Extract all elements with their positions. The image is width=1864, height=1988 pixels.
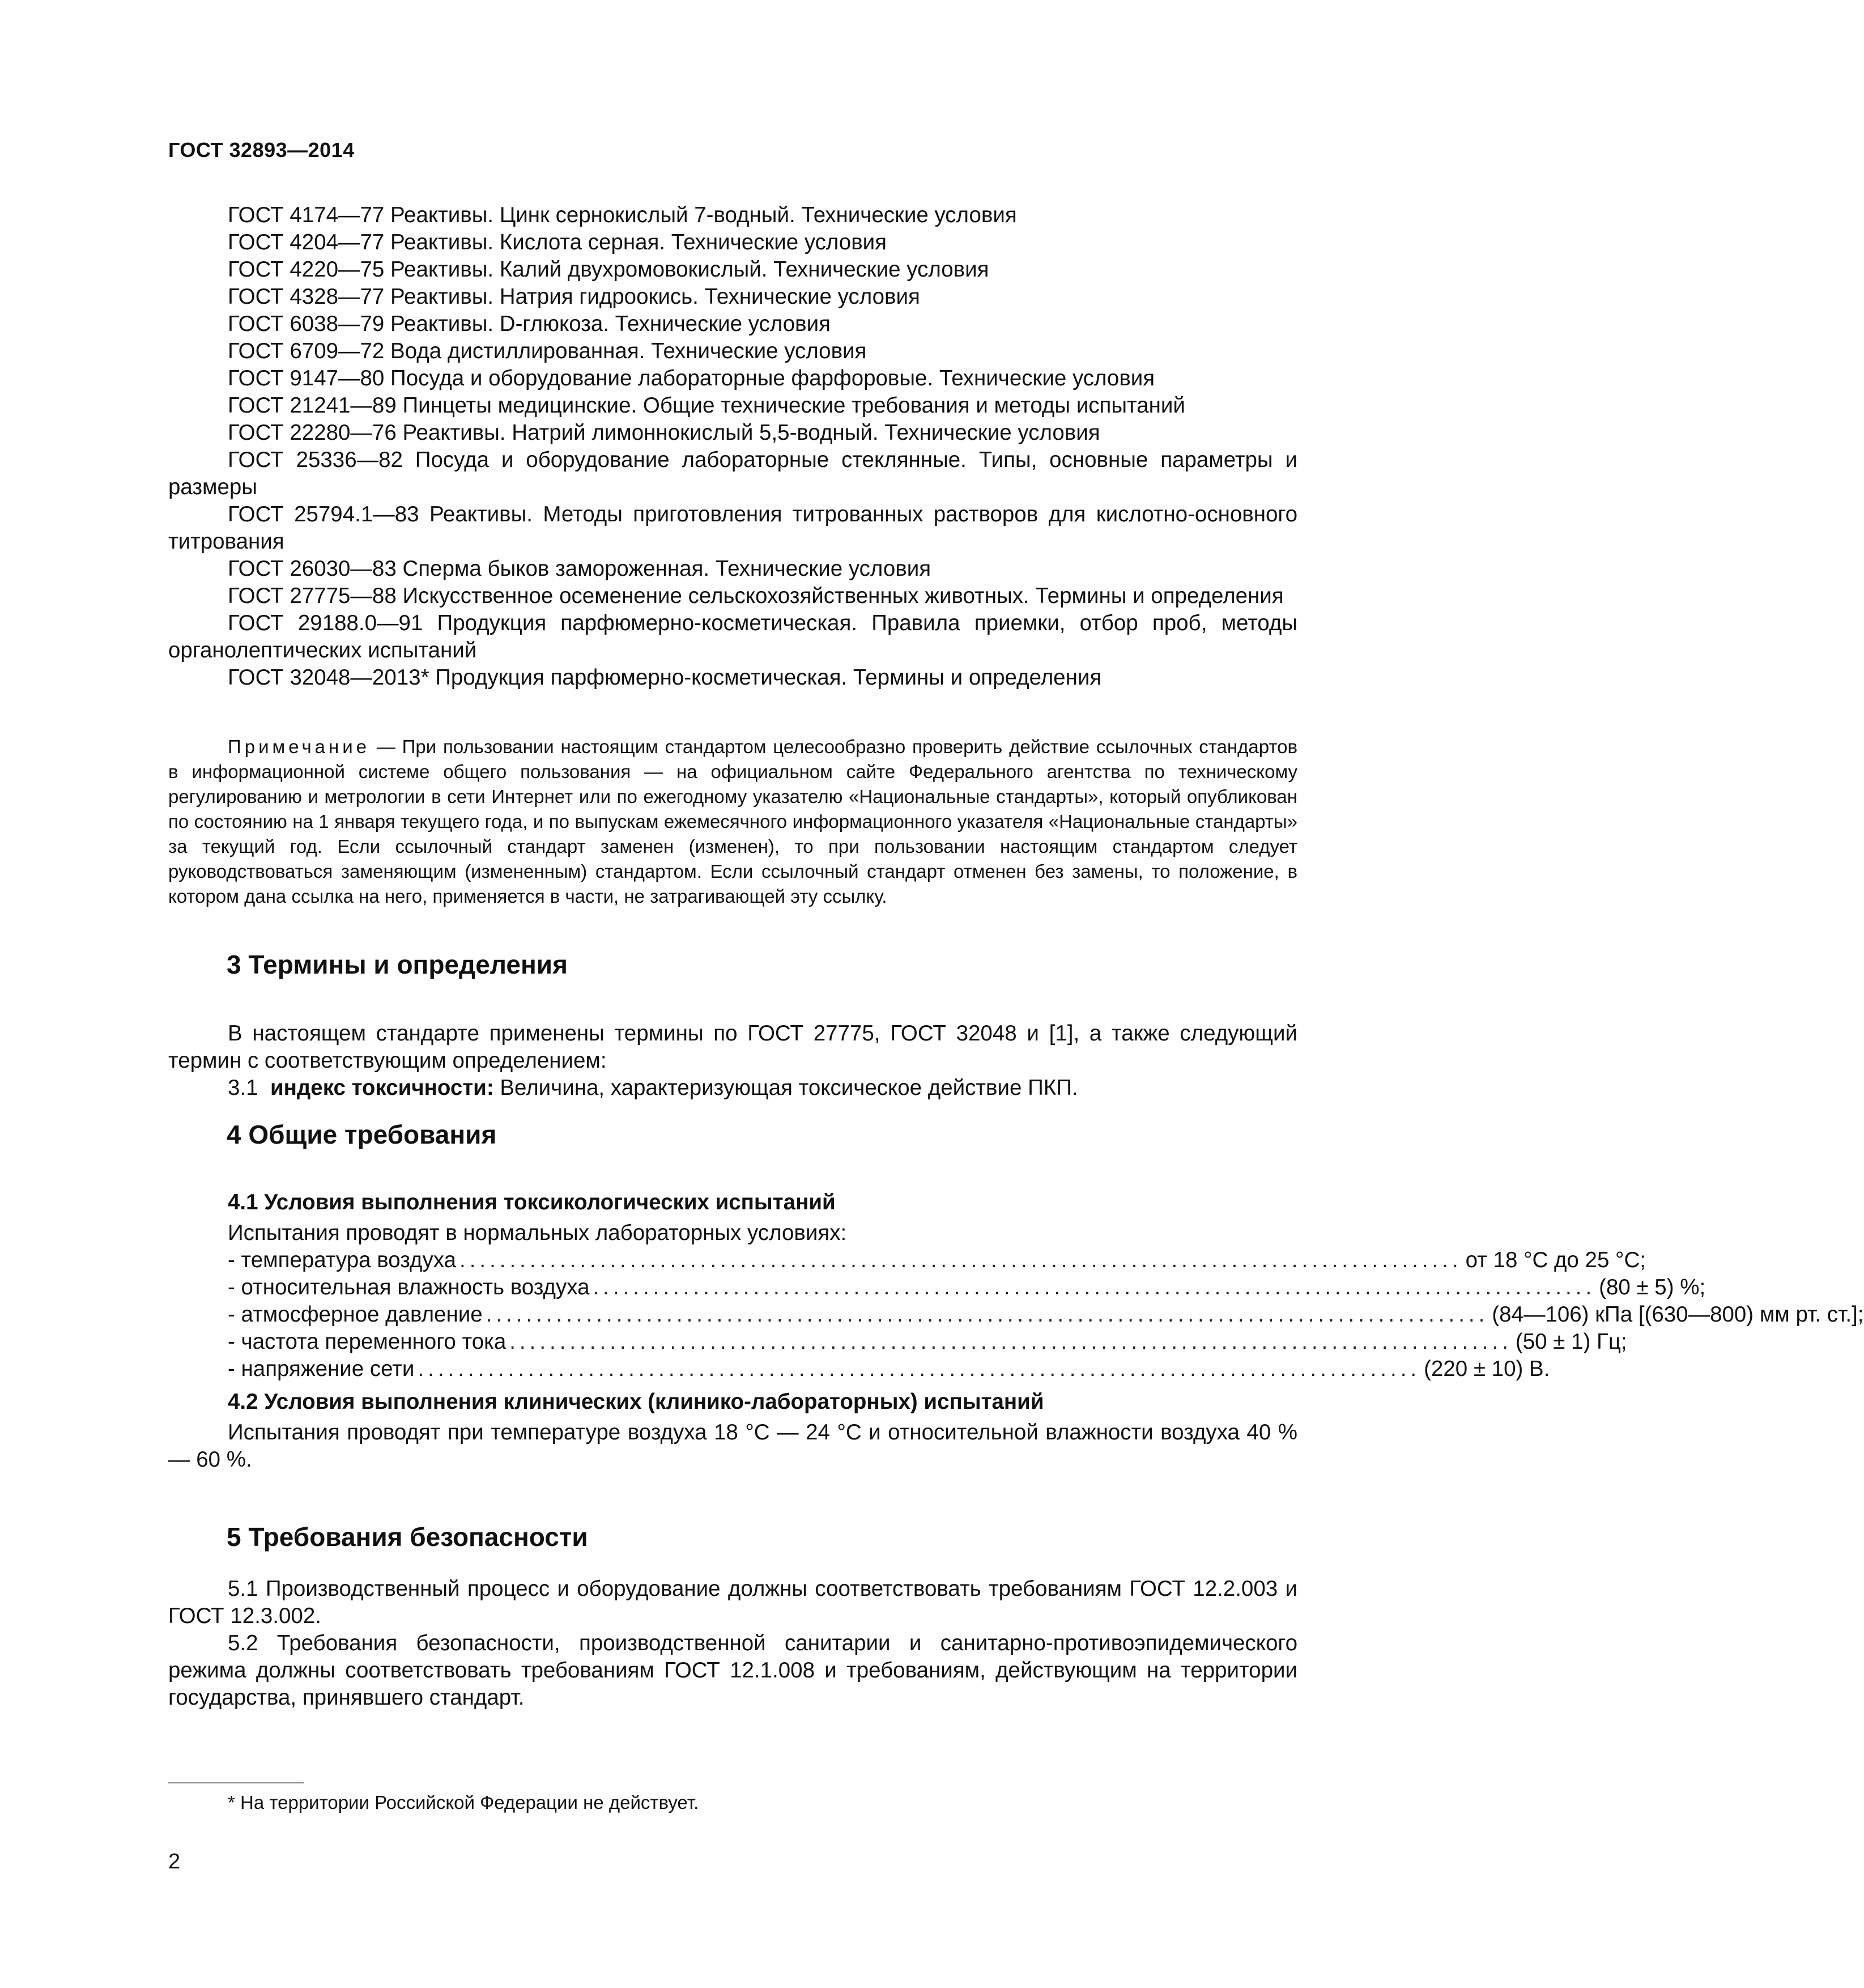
normative-references: [168, 202, 1297, 691]
term-def: Величина, характеризующая токсическое действие ПКП.: [500, 1076, 1078, 1100]
section-4-title: 4 Общие требования: [227, 1120, 497, 1149]
page-number: 2: [168, 1850, 181, 1874]
condition-item: - относительная влажность воздуха .................................................................................................... (80 ± 5) %;: [168, 1274, 1297, 1301]
subsection-4-1-intro: Испытания проводят в нормальных лабораторных условиях:: [228, 1221, 847, 1245]
reference-item: ГОСТ 4174—77 Реактивы. Цинк сернокислый 7-водный. Технические условия: [228, 203, 1017, 227]
term-name: индекс токсичности:: [270, 1076, 494, 1100]
reference-item: ГОСТ 6038—79 Реактивы. D-глюкоза. Технические условия: [228, 312, 831, 336]
note-paragraph: [168, 734, 1297, 909]
leader-dots: ....................................................................................................: [509, 1329, 1512, 1354]
section-5-p1: 5.1 Производственный процесс и оборудование должны соответствовать требованиям ГОСТ 12.2.003 и ГОСТ 12.3.002.: [168, 1577, 1297, 1628]
term-number: 3.1: [228, 1076, 258, 1100]
reference-item: ГОСТ 6709—72 Вода дистиллированная. Технические условия: [228, 339, 867, 363]
section-3-title: 3 Термины и определения: [227, 950, 568, 979]
term-definition: [168, 1074, 1297, 1102]
condition-item: - частота переменного тока .................................................................................................... (50 ± 1) Гц;: [168, 1328, 1297, 1356]
condition-item: - напряжение сети .................................................................................................... (220 ± 10) В.: [168, 1356, 1297, 1383]
section-3-intro: В настоящем стандарте применены термины по ГОСТ 27775, ГОСТ 32048 и [1], а также следующий термин с соответствующим определением:: [168, 1021, 1297, 1073]
note-label: Примечание: [228, 736, 371, 757]
reference-item: ГОСТ 4204—77 Реактивы. Кислота серная. Технические условия: [228, 230, 887, 254]
reference-item: ГОСТ 4328—77 Реактивы. Натрия гидроокись. Технические условия: [228, 284, 920, 309]
section-3-body: [168, 1020, 1297, 1102]
reference-item: ГОСТ 26030—83 Сперма быков замороженная. Технические условия: [228, 557, 931, 581]
footnote: * На территории Российской Федерации не действует.: [228, 1792, 699, 1813]
subsection-4-1-title: 4.1 Условия выполнения токсикологических испытаний: [228, 1190, 836, 1214]
conditions-list: [168, 1247, 1864, 1383]
section-5-title: 5 Требования безопасности: [227, 1522, 588, 1552]
section-4-body: [168, 1189, 1864, 1473]
page-header-doc-id: ГОСТ 32893—2014: [168, 138, 355, 162]
section-5-body: [168, 1575, 1297, 1711]
subsection-4-2-text: Испытания проводят при температуре воздуха 18 °С — 24 °С и относительной влажности воздуха 40 % — 60 %.: [168, 1420, 1297, 1472]
reference-item: ГОСТ 29188.0—91 Продукция парфюмерно-косметическая. Правила приемки, отбор проб, методы органолептических испытаний: [168, 611, 1297, 662]
footnote-rule: [168, 1782, 304, 1783]
reference-item: ГОСТ 25794.1—83 Реактивы. Методы приготовления титрованных растворов для кислотно-основного титрования: [168, 502, 1297, 554]
reference-item: ГОСТ 25336—82 Посуда и оборудование лабораторные стеклянные. Типы, основные параметры и размеры: [168, 448, 1297, 499]
leader-dots: ....................................................................................................: [486, 1302, 1489, 1327]
note-block: [168, 734, 1297, 909]
reference-item: ГОСТ 27775—88 Искусственное осеменение сельскохозяйственных животных. Термины и определения: [228, 584, 1284, 608]
leader-dots: ....................................................................................................: [593, 1275, 1596, 1299]
leader-dots: ....................................................................................................: [459, 1248, 1462, 1272]
condition-item: - температура воздуха .................................................................................................... от 18 °С до 25 °С;: [168, 1247, 1297, 1274]
reference-item: ГОСТ 4220—75 Реактивы. Калий двухромовокислый. Технические условия: [228, 257, 989, 282]
reference-item: ГОСТ 21241—89 Пинцеты медицинские. Общие технические требования и методы испытаний: [228, 393, 1185, 418]
reference-item: ГОСТ 22280—76 Реактивы. Натрий лимоннокислый 5,5-водный. Технические условия: [228, 420, 1100, 445]
reference-item: ГОСТ 9147—80 Посуда и оборудование лабораторные фарфоровые. Технические условия: [228, 366, 1155, 390]
leader-dots: ....................................................................................................: [418, 1357, 1421, 1381]
section-5-p2: 5.2 Требования безопасности, производственной санитарии и санитарно-противоэпидемического режима должны соответствовать требованиям ГОСТ 12.1.008 и требованиям, действующим на территории государства, принявшего стандарт.: [168, 1631, 1297, 1710]
condition-item: - атмосферное давление .................................................................................................... (84—106) кПа [(630—800) мм рт. ст.];: [168, 1301, 1297, 1328]
subsection-4-2-title: 4.2 Условия выполнения клинических (клинико-лабораторных) испытаний: [228, 1390, 1044, 1414]
reference-item: ГОСТ 32048—2013* Продукция парфюмерно-косметическая. Термины и определения: [228, 665, 1102, 690]
note-text: — При пользовании настоящим стандартом целесообразно проверить действие ссылочных стандартов в информационной системе общего пользования — на официальном сайте Федерального агентства по техническому регулированию и метрологии в сети Интернет или по ежегодному указателю «Национальные стандарты», который опубликован по состоянию на 1 января текущего года, и по выпускам ежемесячного информационного указателя «Национальные стандарты» за текущий год. Если ссылочный стандарт заменен (изменен), то при пользовании настоящим стандартом следует руководствоваться заменяющим (измененным) стандартом. Если ссылочный стандарт отменен без замены, то положение, в котором дана ссылка на него, применяется в части, не затрагивающей эту ссылку.: [168, 736, 1297, 907]
